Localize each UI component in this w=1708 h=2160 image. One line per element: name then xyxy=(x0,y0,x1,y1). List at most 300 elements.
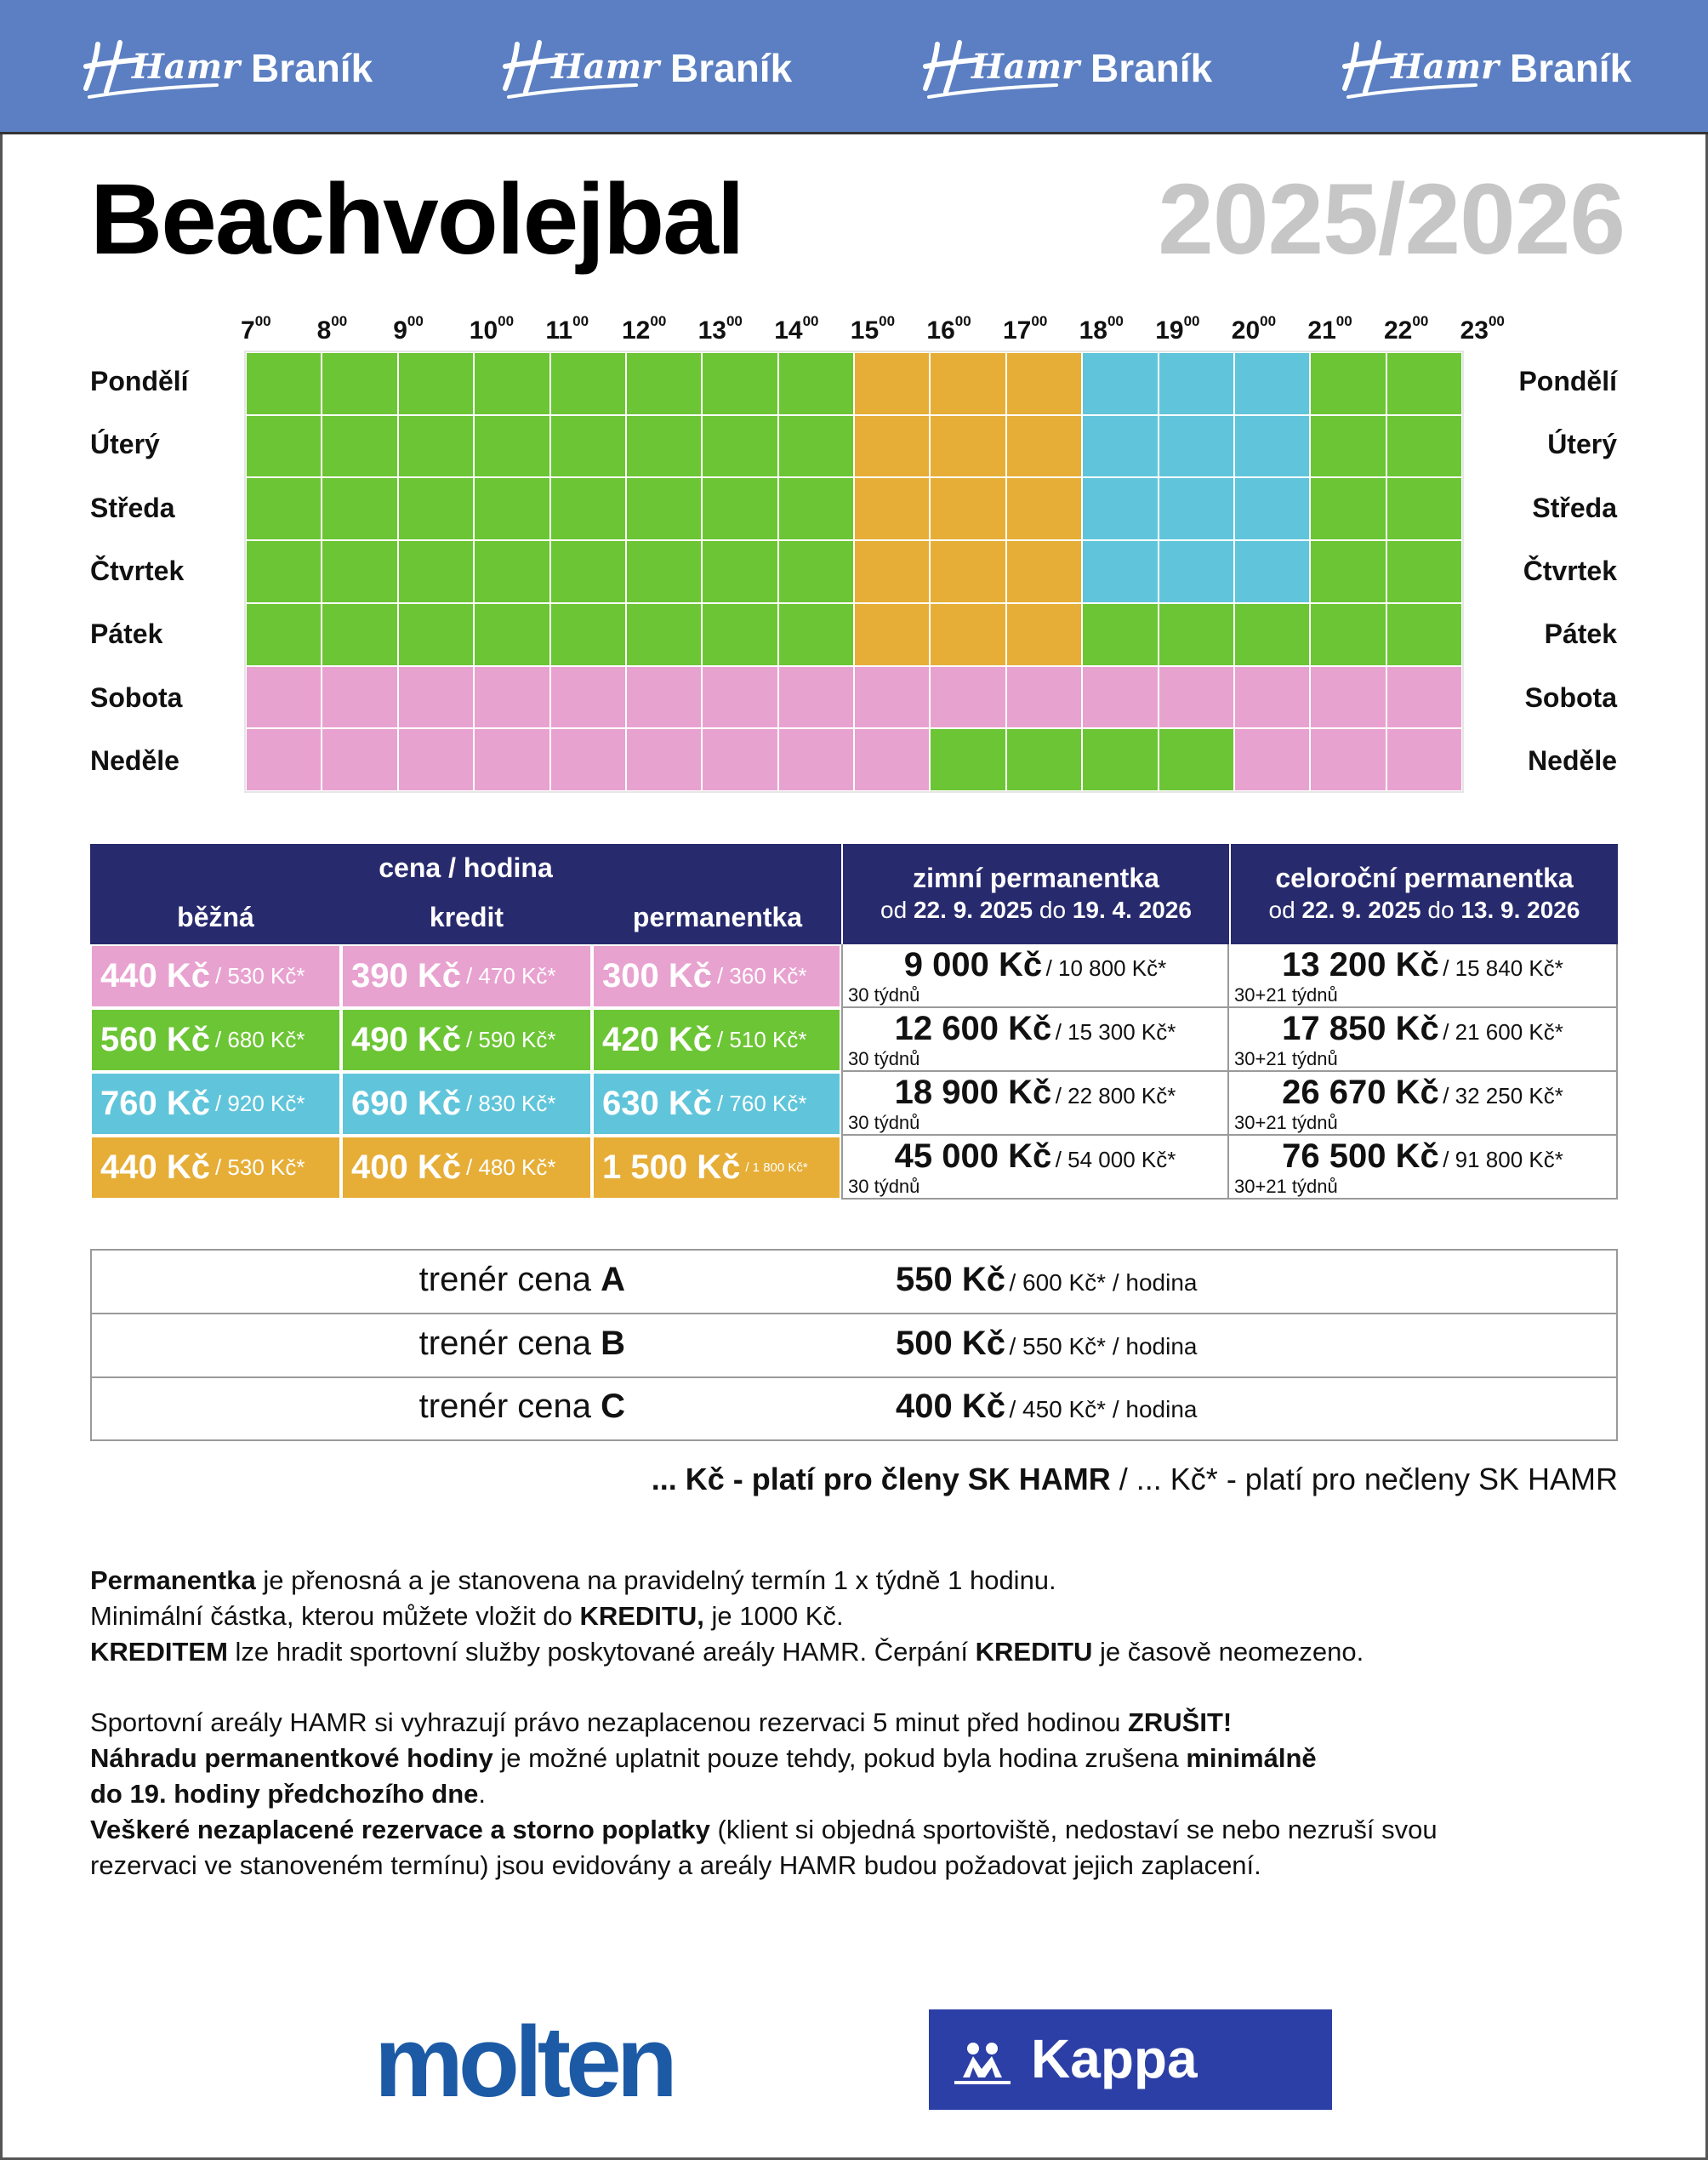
hour-minutes: 00 xyxy=(650,313,667,329)
trainer-row xyxy=(92,1377,1616,1441)
hour-label xyxy=(622,313,667,345)
trainer-grade: A xyxy=(601,1261,625,1298)
hamr-logo-icon xyxy=(1340,26,1500,111)
schedule-cell xyxy=(1310,728,1386,791)
trainer-price xyxy=(896,1325,1197,1363)
note-separator: / xyxy=(1110,1462,1136,1496)
schedule-cell xyxy=(246,603,322,666)
weeks-count: 30 týdnů xyxy=(848,1176,920,1197)
hour-label xyxy=(1307,313,1352,345)
pass-price xyxy=(843,1137,1227,1176)
hourly-price-header xyxy=(90,844,841,944)
schedule-cell xyxy=(1386,352,1462,415)
schedule-cell xyxy=(474,603,549,666)
info-line xyxy=(90,1848,1438,1884)
schedule-cell xyxy=(398,415,474,478)
trainer-grade: C xyxy=(601,1388,625,1426)
weeks-count: 30 týdnů xyxy=(848,984,920,1006)
schedule-cell xyxy=(854,540,930,603)
trainer-label xyxy=(419,1261,625,1299)
info-paragraph-pass xyxy=(90,1563,1364,1670)
members-note: ... Kč - platí pro členy SK HAMR xyxy=(651,1462,1111,1496)
bold-text: Veškeré nezaplacené rezervace a storno poplatky xyxy=(90,1815,710,1844)
schedule-cell xyxy=(1006,415,1082,478)
schedule-cell xyxy=(1386,666,1462,729)
member-price: 400 Kč xyxy=(351,1148,461,1186)
non-member-price: / 15 840 Kč* xyxy=(1443,955,1563,981)
hourly-price-cell xyxy=(90,1008,341,1072)
hour-label xyxy=(545,313,589,345)
page-title: Beachvolejbal xyxy=(90,163,743,276)
schedule-cell xyxy=(778,415,854,478)
non-member-price: / 470 Kč* xyxy=(465,963,556,989)
winter-pass-price-cell xyxy=(841,1072,1229,1136)
bold-text: ZRUŠIT! xyxy=(1127,1707,1233,1737)
non-member-price-per-hour: / 450 Kč* / hodina xyxy=(1009,1396,1198,1423)
schedule-cell xyxy=(1234,352,1310,415)
hour-label xyxy=(393,313,424,345)
molten-logo-text: molten xyxy=(374,2006,673,2118)
schedule-cell xyxy=(626,540,702,603)
hour-number: 17 xyxy=(1003,316,1032,345)
hour-number: 19 xyxy=(1155,316,1184,345)
schedule-cell xyxy=(1234,477,1310,540)
trainer-label xyxy=(419,1388,625,1426)
member-price: 1 500 Kč xyxy=(602,1148,741,1186)
trainer-grade: B xyxy=(601,1324,625,1362)
info-line xyxy=(90,1776,1438,1812)
schedule-cell xyxy=(550,415,626,478)
schedule-cell xyxy=(1159,540,1234,603)
hourly-price-cell xyxy=(341,1072,592,1136)
schedule-cell xyxy=(702,477,777,540)
bold-text: KREDITU xyxy=(975,1637,1093,1667)
hour-number: 15 xyxy=(850,316,880,345)
hour-label xyxy=(1384,313,1429,345)
schedule-cell xyxy=(1082,603,1158,666)
kappa-omini-icon xyxy=(954,2043,1011,2084)
info-paragraph-reservations xyxy=(90,1705,1438,1884)
hour-minutes: 00 xyxy=(1031,313,1048,329)
schedule-cell xyxy=(702,603,777,666)
schedule-cell xyxy=(246,540,322,603)
kappa-logo xyxy=(929,2009,1332,2110)
hour-number: 9 xyxy=(393,316,407,345)
schedule-cell xyxy=(1006,666,1082,729)
day-label-right: Pondělí xyxy=(1518,366,1617,396)
schedule-cell xyxy=(246,415,322,478)
schedule-cell xyxy=(1006,352,1082,415)
text: je časově neomezeno. xyxy=(1092,1637,1364,1667)
schedule-cell xyxy=(1310,415,1386,478)
member-price: 490 Kč xyxy=(351,1021,461,1058)
schedule-cell xyxy=(626,352,702,415)
member-price: 550 Kč xyxy=(896,1261,1005,1298)
schedule-cell xyxy=(930,415,1005,478)
brand-hamr-branik xyxy=(1340,26,1631,111)
brand-hamr-branik xyxy=(920,26,1212,111)
member-price: 26 670 Kč xyxy=(1282,1074,1439,1111)
year-pass-price-cell xyxy=(1229,1136,1618,1200)
non-member-price: / 22 800 Kč* xyxy=(1055,1083,1176,1108)
trainer-label-text: trenér cena xyxy=(418,1324,591,1362)
pass-price xyxy=(843,1010,1227,1048)
hour-label xyxy=(697,313,743,345)
schedule-cell xyxy=(1386,540,1462,603)
non-member-price: / 590 Kč* xyxy=(465,1027,556,1052)
schedule-cell xyxy=(1159,352,1234,415)
pass-price xyxy=(1229,1137,1616,1176)
text: Sportovní areály HAMR si vyhrazují právo nezaplacenou rezervaci 5 minut před hodinou xyxy=(90,1707,1128,1737)
winter-to-date: 19. 4. 2026 xyxy=(1072,897,1192,923)
member-price: 18 900 Kč xyxy=(894,1074,1052,1111)
schedule-cell xyxy=(1310,352,1386,415)
non-member-price: / 480 Kč* xyxy=(465,1154,556,1180)
schedule-cell xyxy=(1310,477,1386,540)
schedule-cell xyxy=(322,352,397,415)
schedule-grid xyxy=(244,351,1464,793)
hour-label xyxy=(926,313,971,345)
hour-minutes: 00 xyxy=(254,313,271,329)
hour-minutes: 00 xyxy=(726,313,743,329)
schedule-cell xyxy=(930,666,1005,729)
member-price: 690 Kč xyxy=(351,1085,461,1122)
schedule-cell xyxy=(1159,477,1234,540)
schedule-cell xyxy=(1006,477,1082,540)
schedule-cell xyxy=(1234,603,1310,666)
schedule-cell xyxy=(854,728,930,791)
year-pass-price-cell xyxy=(1229,1008,1618,1072)
schedule-cell xyxy=(474,352,549,415)
member-price: 390 Kč xyxy=(351,957,461,995)
molten-logo xyxy=(374,2006,783,2118)
hour-minutes: 00 xyxy=(572,313,589,329)
trainer-row xyxy=(92,1314,1616,1378)
hour-number: 14 xyxy=(774,316,803,345)
day-label-left: Pátek xyxy=(90,618,163,650)
schedule-cell xyxy=(398,728,474,791)
trainer-price xyxy=(896,1261,1197,1299)
brand-name: Braník xyxy=(1510,46,1632,90)
brand-name: Braník xyxy=(1090,46,1213,90)
member-price: 560 Kč xyxy=(100,1021,210,1058)
schedule-cell xyxy=(474,540,549,603)
hourly-price-cell xyxy=(341,944,592,1008)
schedule-cell xyxy=(398,666,474,729)
day-label-left: Sobota xyxy=(90,681,183,713)
non-member-price: / 530 Kč* xyxy=(214,963,305,989)
hourly-price-cell xyxy=(90,1136,341,1200)
info-line xyxy=(90,1599,1364,1634)
member-price: 400 Kč xyxy=(896,1388,1005,1426)
trainer-row xyxy=(92,1251,1616,1314)
non-member-price: / 32 250 Kč* xyxy=(1443,1083,1563,1108)
trainer-label xyxy=(419,1325,625,1363)
day-label-right: Čtvrtek xyxy=(1523,555,1617,586)
schedule-cell xyxy=(930,603,1005,666)
schedule-cell xyxy=(1082,415,1158,478)
schedule-cell xyxy=(1234,666,1310,729)
hour-number: 20 xyxy=(1231,316,1261,345)
member-price: 630 Kč xyxy=(602,1085,712,1122)
schedule-cell xyxy=(550,540,626,603)
pass-price xyxy=(1229,1074,1616,1112)
schedule-cell xyxy=(778,477,854,540)
hour-number: 21 xyxy=(1307,316,1336,345)
winter-pass-price-cell xyxy=(841,1008,1229,1072)
schedule-cell xyxy=(1234,540,1310,603)
hour-minutes: 00 xyxy=(498,313,515,329)
schedule-cell xyxy=(1386,415,1462,478)
schedule-cell xyxy=(778,540,854,603)
schedule-cell xyxy=(1386,728,1462,791)
hour-minutes: 00 xyxy=(1107,313,1124,329)
hour-minutes: 00 xyxy=(331,313,348,329)
schedule-cell xyxy=(1310,540,1386,603)
non-member-price: / 21 600 Kč* xyxy=(1443,1019,1563,1045)
schedule-cell xyxy=(626,415,702,478)
bold-text: KREDITU, xyxy=(579,1601,704,1631)
hour-number: 8 xyxy=(316,316,332,345)
schedule-cell xyxy=(930,352,1005,415)
winter-pass-dates xyxy=(843,897,1229,924)
pass-price xyxy=(843,1074,1227,1112)
year-pass-title: celoroční permanentka xyxy=(1275,863,1574,893)
member-price: 13 200 Kč xyxy=(1282,946,1439,983)
schedule-cell xyxy=(322,477,397,540)
header-band xyxy=(0,0,1708,134)
from-word: od xyxy=(880,897,908,923)
schedule-cell xyxy=(702,728,777,791)
info-line xyxy=(90,1705,1438,1741)
schedule-cell xyxy=(322,728,397,791)
hour-minutes: 00 xyxy=(1260,313,1277,329)
hour-label xyxy=(1231,313,1277,345)
hamr-logo-text: Hamr xyxy=(132,47,241,87)
schedule-cell xyxy=(930,540,1005,603)
non-member-price: / 510 Kč* xyxy=(716,1027,807,1052)
price-table xyxy=(90,844,1618,1200)
hourly-price-cell xyxy=(592,1136,841,1200)
schedule-cell xyxy=(626,477,702,540)
non-member-price: / 15 300 Kč* xyxy=(1055,1019,1176,1045)
member-price: 440 Kč xyxy=(100,1148,210,1186)
text: Minimální částka, kterou můžete vložit do xyxy=(90,1601,580,1631)
schedule-cell xyxy=(1082,728,1158,791)
schedule-cell xyxy=(778,603,854,666)
schedule-cell xyxy=(550,666,626,729)
member-price: 440 Kč xyxy=(100,957,210,995)
hour-minutes: 00 xyxy=(1488,313,1505,329)
hourly-price-cell xyxy=(341,1008,592,1072)
schedule-cell xyxy=(778,728,854,791)
hour-minutes: 00 xyxy=(802,313,819,329)
schedule-cell xyxy=(702,352,777,415)
hourly-price-cell xyxy=(592,944,841,1008)
schedule-cell xyxy=(1310,666,1386,729)
hour-number: 12 xyxy=(622,316,651,345)
schedule-cell xyxy=(1386,477,1462,540)
brand-hamr-branik xyxy=(500,26,792,111)
hamr-logo-icon xyxy=(920,26,1080,111)
schedule-cell xyxy=(398,540,474,603)
day-label-right: Středa xyxy=(1532,492,1617,523)
hour-label xyxy=(850,313,896,345)
hour-number: 18 xyxy=(1079,316,1107,345)
schedule-cell xyxy=(550,477,626,540)
text: je přenosná a je stanovena na pravidelný termín 1 x týdně 1 hodinu. xyxy=(255,1565,1056,1595)
col-regular-label: běžná xyxy=(177,902,254,932)
day-label-left: Středa xyxy=(90,492,175,523)
member-price: 76 500 Kč xyxy=(1282,1137,1439,1175)
non-member-price: / 680 Kč* xyxy=(214,1027,305,1052)
schedule-cell xyxy=(550,352,626,415)
schedule-cell xyxy=(1310,603,1386,666)
schedule-cell xyxy=(1159,603,1234,666)
non-member-price-per-hour: / 550 Kč* / hodina xyxy=(1009,1332,1198,1359)
non-members-note: ... Kč* - platí pro nečleny SK HAMR xyxy=(1136,1462,1618,1496)
weeks-count: 30 týdnů xyxy=(848,1048,920,1069)
schedule-cell xyxy=(398,352,474,415)
schedule-cell xyxy=(1386,603,1462,666)
schedule-cell xyxy=(854,477,930,540)
schedule-cell xyxy=(246,666,322,729)
schedule-cell xyxy=(702,540,777,603)
day-label-right: Pátek xyxy=(1544,618,1617,650)
hour-number: 22 xyxy=(1384,316,1413,345)
text: lze hradit sportovní služby poskytované areály HAMR. Čerpání xyxy=(227,1637,976,1667)
schedule-cell xyxy=(1159,666,1234,729)
hour-number: 13 xyxy=(697,316,726,345)
trainer-price-table xyxy=(90,1249,1618,1441)
member-price: 760 Kč xyxy=(100,1085,210,1122)
season-label: 2025/2026 xyxy=(1158,163,1625,276)
schedule-cell xyxy=(322,666,397,729)
schedule-cell xyxy=(702,666,777,729)
non-member-price: / 1 800 Kč* xyxy=(745,1160,808,1175)
text: (klient si objedná sportoviště, nedostaví se nebo nezruší svou xyxy=(709,1815,1438,1844)
hour-minutes: 00 xyxy=(407,313,424,329)
schedule-cell xyxy=(778,666,854,729)
day-label-left: Pondělí xyxy=(90,366,189,396)
pass-price xyxy=(1229,1010,1616,1048)
trainer-price xyxy=(896,1388,1197,1426)
hamr-logo-text: Hamr xyxy=(971,47,1080,87)
hour-minutes: 00 xyxy=(1412,313,1429,329)
schedule-cell xyxy=(474,415,549,478)
non-member-price: / 920 Kč* xyxy=(214,1091,305,1116)
hamr-logo-icon xyxy=(81,26,241,111)
year-to-date: 13. 9. 2026 xyxy=(1460,897,1580,923)
schedule-cell xyxy=(322,540,397,603)
hour-label xyxy=(1155,313,1200,345)
non-member-price: / 760 Kč* xyxy=(716,1091,807,1116)
member-price: 45 000 Kč xyxy=(894,1137,1052,1175)
hamr-logo-text: Hamr xyxy=(551,47,660,87)
day-label-right: Neděle xyxy=(1528,744,1617,776)
schedule-cell xyxy=(550,728,626,791)
pass-price xyxy=(843,946,1227,984)
hourly-price-cell xyxy=(341,1136,592,1200)
year-pass-price-cell xyxy=(1229,944,1618,1008)
non-member-price: / 10 800 Kč* xyxy=(1045,955,1167,981)
weeks-count: 30+21 týdnů xyxy=(1234,984,1338,1006)
schedule-cell xyxy=(626,603,702,666)
winter-pass-header xyxy=(841,844,1229,944)
bold-text: KREDITEM xyxy=(90,1637,228,1667)
hourly-price-cell xyxy=(90,944,341,1008)
member-price: 9 000 Kč xyxy=(903,946,1043,983)
member-price: 17 850 Kč xyxy=(1282,1010,1439,1047)
day-label-left: Neděle xyxy=(90,744,179,776)
trainer-label-text: trenér cena xyxy=(418,1388,591,1426)
brand-name: Braník xyxy=(670,46,793,90)
info-line xyxy=(90,1634,1364,1670)
to-word: do xyxy=(1039,897,1067,923)
winter-from-date: 22. 9. 2025 xyxy=(913,897,1033,923)
hour-number: 10 xyxy=(469,316,498,345)
bold-text: minimálně xyxy=(1186,1743,1317,1773)
schedule-cell xyxy=(930,477,1005,540)
day-label-left: Úterý xyxy=(90,429,160,460)
schedule-cell xyxy=(1234,728,1310,791)
hamr-logo-icon xyxy=(500,26,660,111)
schedule-cell xyxy=(854,603,930,666)
schedule-cell xyxy=(930,728,1005,791)
text: rezervaci ve stanoveném termínu) jsou evidovány a areály HAMR budou požadovat jejich zaplacení. xyxy=(90,1850,1261,1880)
non-member-price-per-hour: / 600 Kč* / hodina xyxy=(1009,1269,1198,1296)
winter-pass-title: zimní permanentka xyxy=(913,863,1159,893)
schedule-cell xyxy=(626,728,702,791)
schedule-cell xyxy=(854,666,930,729)
hourly-price-group-label: cena / hodina xyxy=(379,852,553,883)
weeks-count: 30+21 týdnů xyxy=(1234,1112,1338,1133)
weeks-count: 30+21 týdnů xyxy=(1234,1176,1338,1197)
pass-price xyxy=(1229,946,1616,984)
from-word: od xyxy=(1268,897,1295,923)
kappa-logo-text: Kappa xyxy=(1031,2028,1198,2089)
hour-number: 11 xyxy=(545,316,573,345)
weeks-count: 30+21 týdnů xyxy=(1234,1048,1338,1069)
year-pass-price-cell xyxy=(1229,1072,1618,1136)
hour-number: 16 xyxy=(926,316,955,345)
schedule-cell xyxy=(1082,477,1158,540)
schedule-cell xyxy=(474,728,549,791)
schedule-cell xyxy=(246,352,322,415)
hour-label xyxy=(316,313,348,345)
schedule-cell xyxy=(474,666,549,729)
winter-pass-price-cell xyxy=(841,1136,1229,1200)
non-member-price: / 91 800 Kč* xyxy=(1443,1147,1563,1172)
hourly-price-cell xyxy=(90,1072,341,1136)
schedule-cell xyxy=(1234,415,1310,478)
trainer-label-text: trenér cena xyxy=(418,1261,591,1298)
hour-number: 23 xyxy=(1460,316,1489,345)
schedule-cell xyxy=(1082,352,1158,415)
kappa-logo-graphic xyxy=(929,2009,1332,2110)
year-pass-header xyxy=(1229,844,1618,944)
schedule-cell xyxy=(322,415,397,478)
hourly-price-cell xyxy=(592,1008,841,1072)
hour-minutes: 00 xyxy=(1183,313,1200,329)
hour-label xyxy=(1460,313,1505,345)
schedule-cell xyxy=(398,477,474,540)
schedule-cell xyxy=(246,728,322,791)
weeks-count: 30 týdnů xyxy=(848,1112,920,1133)
brand-name: Braník xyxy=(251,46,373,90)
hour-minutes: 00 xyxy=(879,313,896,329)
schedule-cell xyxy=(550,603,626,666)
